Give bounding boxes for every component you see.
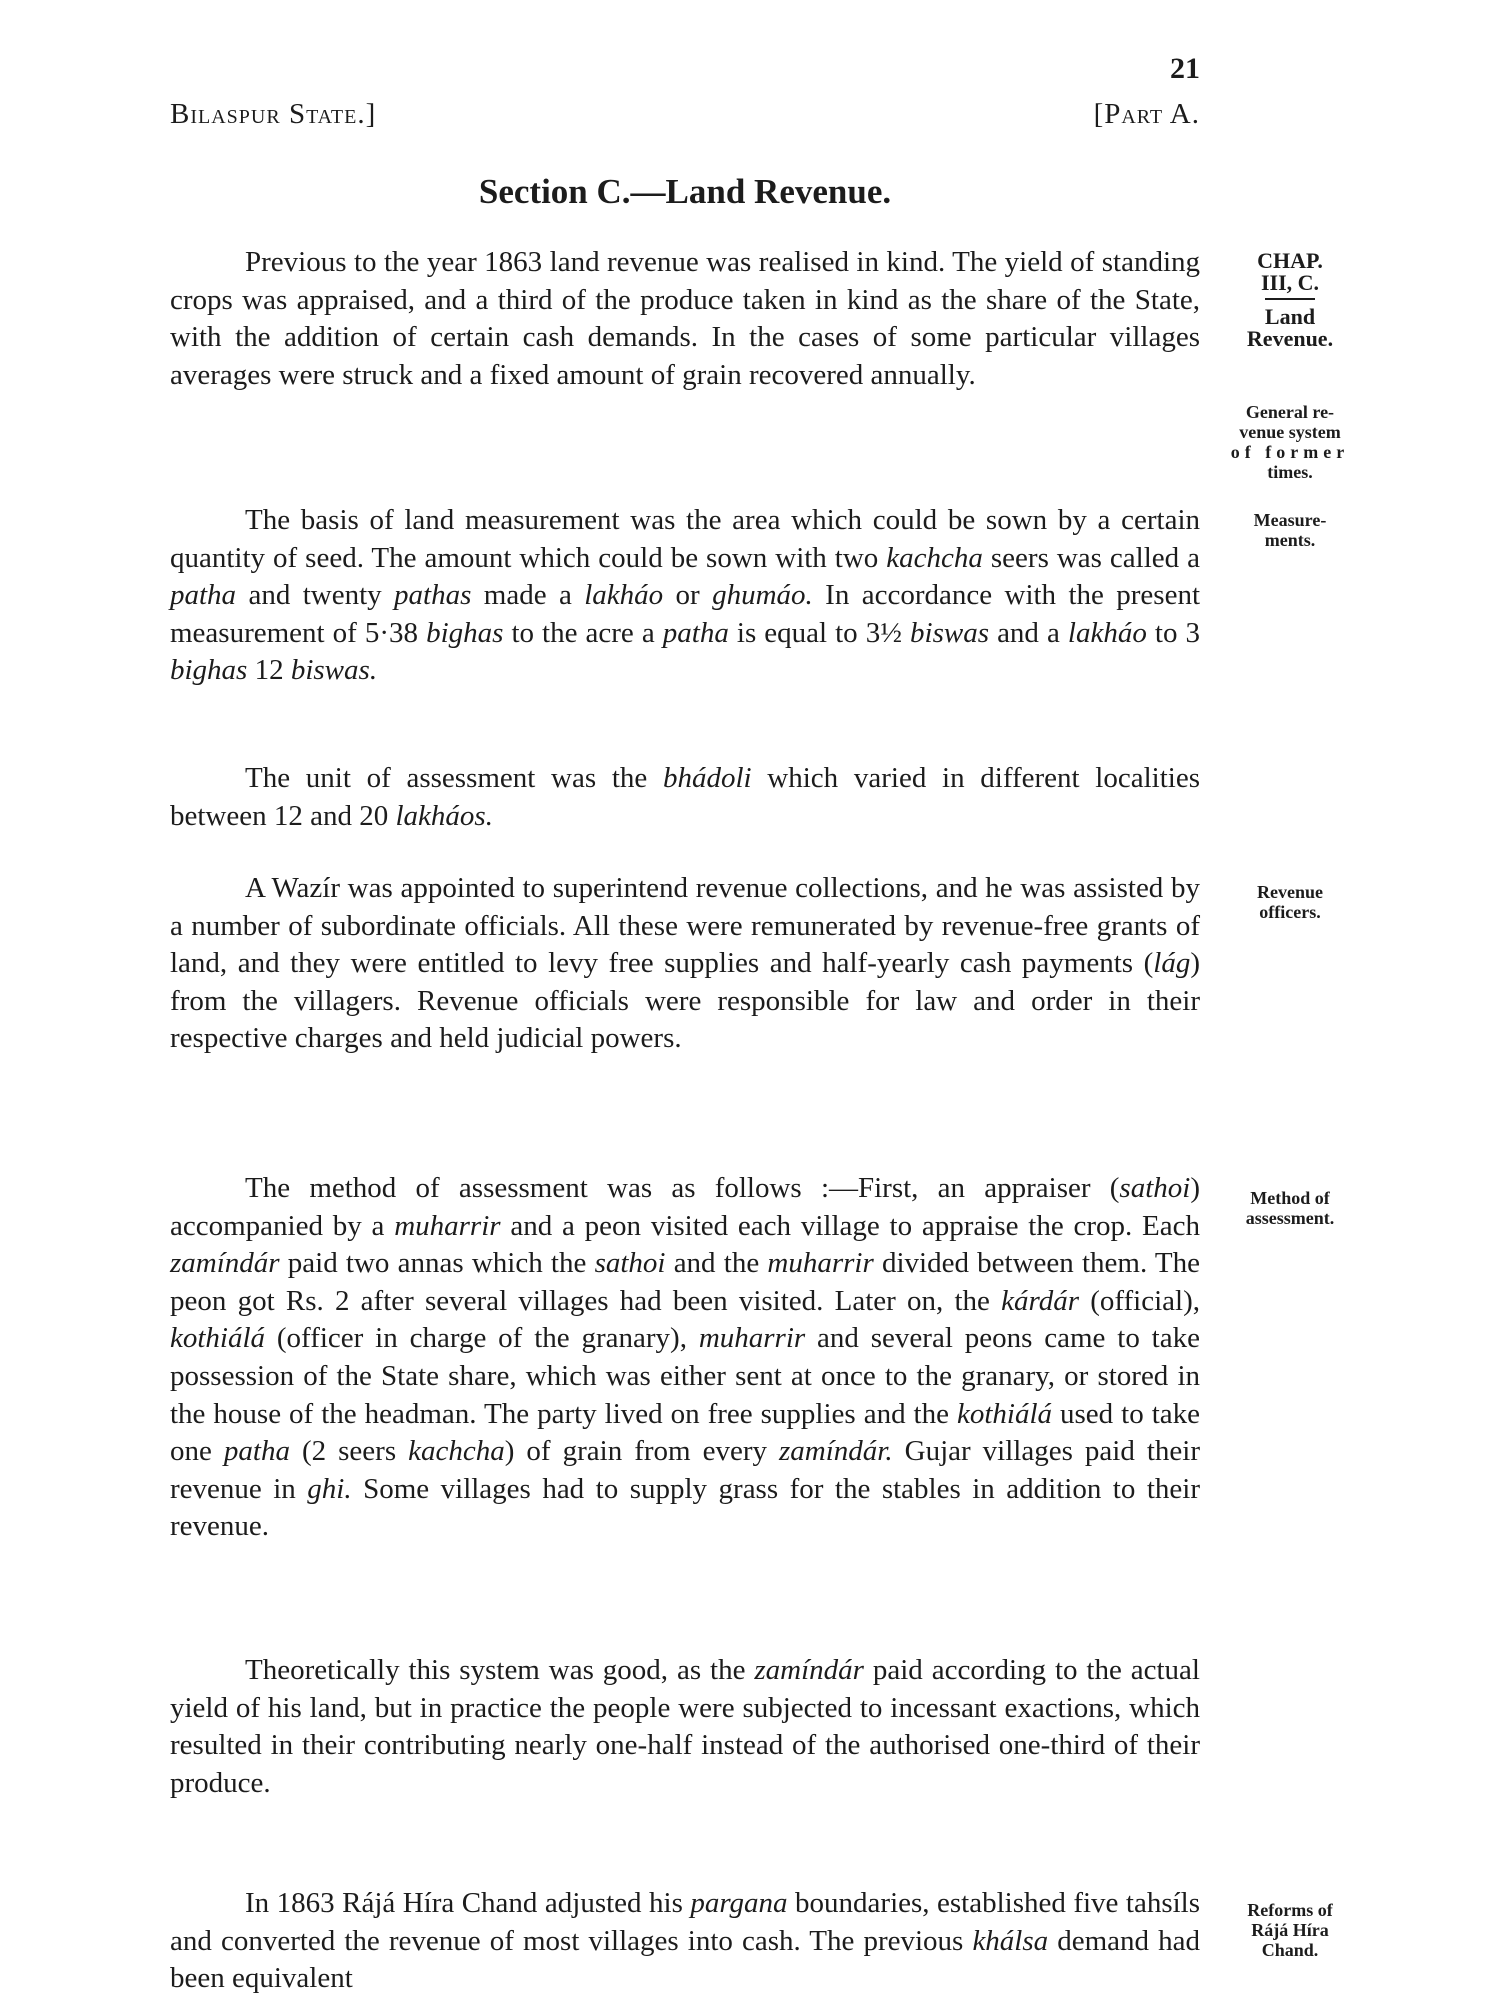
italic-term: sathoi xyxy=(594,1247,666,1280)
italic-term: bighas xyxy=(170,654,248,687)
italic-term: zamíndár. xyxy=(779,1435,893,1468)
italic-term: lakháos. xyxy=(395,799,493,832)
text-run: The unit of assessment was the xyxy=(245,762,663,794)
text-run: A Wazír was appointed to superintend revenue collections, and he was assisted by a number of subordinate officials. All these were remunerated by revenue-free grants of land, and they were entitled to levy free supplies and half-yearly cash payments ( xyxy=(170,872,1200,980)
italic-term: zamíndár xyxy=(754,1654,864,1686)
italic-term: lakháo xyxy=(1067,616,1147,649)
text-run: used to take one xyxy=(170,1397,1200,1468)
italic-term: patha xyxy=(223,1435,290,1468)
paragraph xyxy=(170,1170,1200,1546)
italic-term: ghi. xyxy=(307,1472,352,1505)
text-run: which varied in different localities between 12 and 20 xyxy=(170,762,1200,832)
text-run: paid two annas which the xyxy=(279,1247,595,1280)
italic-term: muharrir xyxy=(767,1247,874,1280)
italic-term: kárdár xyxy=(1001,1284,1079,1317)
side-note-line: III, C. xyxy=(1260,270,1320,295)
italic-term: muharrir xyxy=(698,1322,806,1355)
paragraph xyxy=(170,870,1200,1058)
text-run: boundaries, established five tahsíls and converted the revenue of most villages into cash. The previous xyxy=(170,1887,1200,1957)
text-run: demand had been equivalent xyxy=(170,1924,1200,1995)
side-note-line: Revenue. xyxy=(1246,326,1334,351)
side-note-line: times. xyxy=(1267,462,1313,482)
side-note-line: Method of xyxy=(1250,1188,1330,1208)
paragraph xyxy=(170,1652,1200,1802)
side-note-former-system xyxy=(1210,402,1370,482)
italic-term: kothiálá xyxy=(956,1397,1053,1430)
paragraph xyxy=(170,760,1200,835)
italic-term: kachcha xyxy=(408,1435,505,1468)
text-run: seers was called a xyxy=(982,541,1200,574)
italic-term: lakháo xyxy=(584,579,664,612)
text-run: Theoretically this system was good, as the xyxy=(245,1654,755,1686)
text-run: In accordance with the present measurement of 5·38 xyxy=(170,579,1200,649)
italic-term: pargana xyxy=(690,1887,788,1919)
side-note-revenue-officers xyxy=(1210,882,1370,922)
paragraph xyxy=(170,1885,1200,1998)
text-run: to 3 xyxy=(1146,616,1200,649)
text-run: and twenty xyxy=(236,579,395,612)
italic-term: pathas xyxy=(394,579,472,612)
italic-term: kachcha xyxy=(886,541,983,574)
side-note-line: ments. xyxy=(1264,530,1316,550)
page-number: 21 xyxy=(1170,52,1200,85)
italic-term: lág xyxy=(1153,947,1191,980)
side-note-line: General re- xyxy=(1245,402,1335,422)
italic-term: biswas. xyxy=(290,654,378,687)
side-note-line: Measure- xyxy=(1253,510,1327,530)
text-run: Previous to the year 1863 land revenue was realised in kind. The yield of standing crops was appraised, and a third of the produce taken in kind as the share of the State, with the addition of certain cash demands. In the cases of some particular villages averages were struck and a fixed amount of grain recovered annually. xyxy=(170,246,1200,391)
text-run: In 1863 Rájá Híra Chand adjusted his xyxy=(245,1887,691,1919)
text-run: and several peons came to take possession of the State share, which was either sent at once to the granary, or stored in the house of the headman. The party lived on free supplies and the xyxy=(170,1322,1200,1430)
text-run: and the xyxy=(665,1247,768,1280)
side-note-line: officers. xyxy=(1259,902,1321,922)
side-note-line: Land xyxy=(1264,304,1316,329)
text-run: is equal to 3½ xyxy=(728,616,911,649)
text-run: ) of grain from every xyxy=(504,1435,780,1468)
italic-term: patha xyxy=(662,616,729,649)
side-note-line: of former xyxy=(1230,442,1350,462)
side-note-line: Rájá Híra xyxy=(1251,1920,1329,1940)
running-head-right: [Part A. xyxy=(1093,98,1200,130)
italic-term: patha xyxy=(170,579,237,612)
side-note-reforms xyxy=(1210,1900,1370,1960)
paragraph xyxy=(170,502,1200,690)
italic-term: khálsa xyxy=(972,1924,1049,1957)
text-run: ) accompanied by a xyxy=(170,1172,1200,1242)
text-run: The basis of land measurement was the area which could be sown by a certain quantity of seed. The amount which could be sown with two xyxy=(170,504,1200,574)
text-run: (2 seers xyxy=(289,1435,409,1468)
side-note-chapter xyxy=(1210,250,1370,350)
italic-term: muharrir xyxy=(394,1209,501,1242)
side-note-method xyxy=(1210,1188,1370,1228)
side-note-rule xyxy=(1265,298,1315,300)
side-note-line: assessment. xyxy=(1245,1208,1335,1228)
text-run: 12 xyxy=(247,654,291,687)
text-run: (officer in charge of the granary), xyxy=(265,1322,699,1355)
text-run: (official), xyxy=(1079,1284,1200,1317)
side-note-measurements xyxy=(1210,510,1370,550)
paragraph xyxy=(170,244,1200,394)
italic-term: ghumáo. xyxy=(712,579,813,612)
text-run: divided between them. The peon got Rs. 2 after several villages had been visited. Later on, the xyxy=(170,1247,1200,1317)
italic-term: zamíndár xyxy=(170,1247,280,1280)
italic-term: biswas xyxy=(910,616,990,649)
running-head-left: Bilaspur State.] xyxy=(170,98,377,130)
italic-term: bighas xyxy=(426,616,504,649)
text-run: or xyxy=(663,579,713,612)
text-run: to the acre a xyxy=(503,616,663,649)
text-run: The method of assessment was as follows :—First, an appraiser ( xyxy=(245,1172,1120,1204)
section-title: Section C.—Land Revenue. xyxy=(478,172,892,211)
side-note-line: venue system xyxy=(1239,422,1341,442)
side-note-line: CHAP. xyxy=(1257,248,1323,273)
text-run: made a xyxy=(471,579,585,612)
side-note-line: Revenue xyxy=(1257,882,1323,902)
text-run: and a peon visited each village to appraise the crop. Each xyxy=(500,1209,1201,1242)
italic-term: bhádoli xyxy=(662,762,752,794)
text-run: paid according to the actual yield of his land, but in practice the people were subjected to incessant exactions, which resulted in their contributing nearly one-half instead of the authorised one-third of their produce. xyxy=(170,1654,1200,1799)
side-note-line: Reforms of xyxy=(1247,1900,1333,1920)
text-run: Some villages had to supply grass for the stables in addition to their revenue. xyxy=(170,1472,1200,1543)
text-run: and a xyxy=(989,616,1068,649)
text-run: Gujar villages paid their revenue in xyxy=(170,1435,1200,1505)
italic-term: sathoi xyxy=(1119,1172,1191,1204)
text-run: ) from the villagers. Revenue officials were responsible for law and order in their respective charges and held judicial powers. xyxy=(170,947,1200,1055)
side-note-line: Chand. xyxy=(1261,1940,1319,1960)
italic-term: kothiálá xyxy=(170,1322,266,1355)
